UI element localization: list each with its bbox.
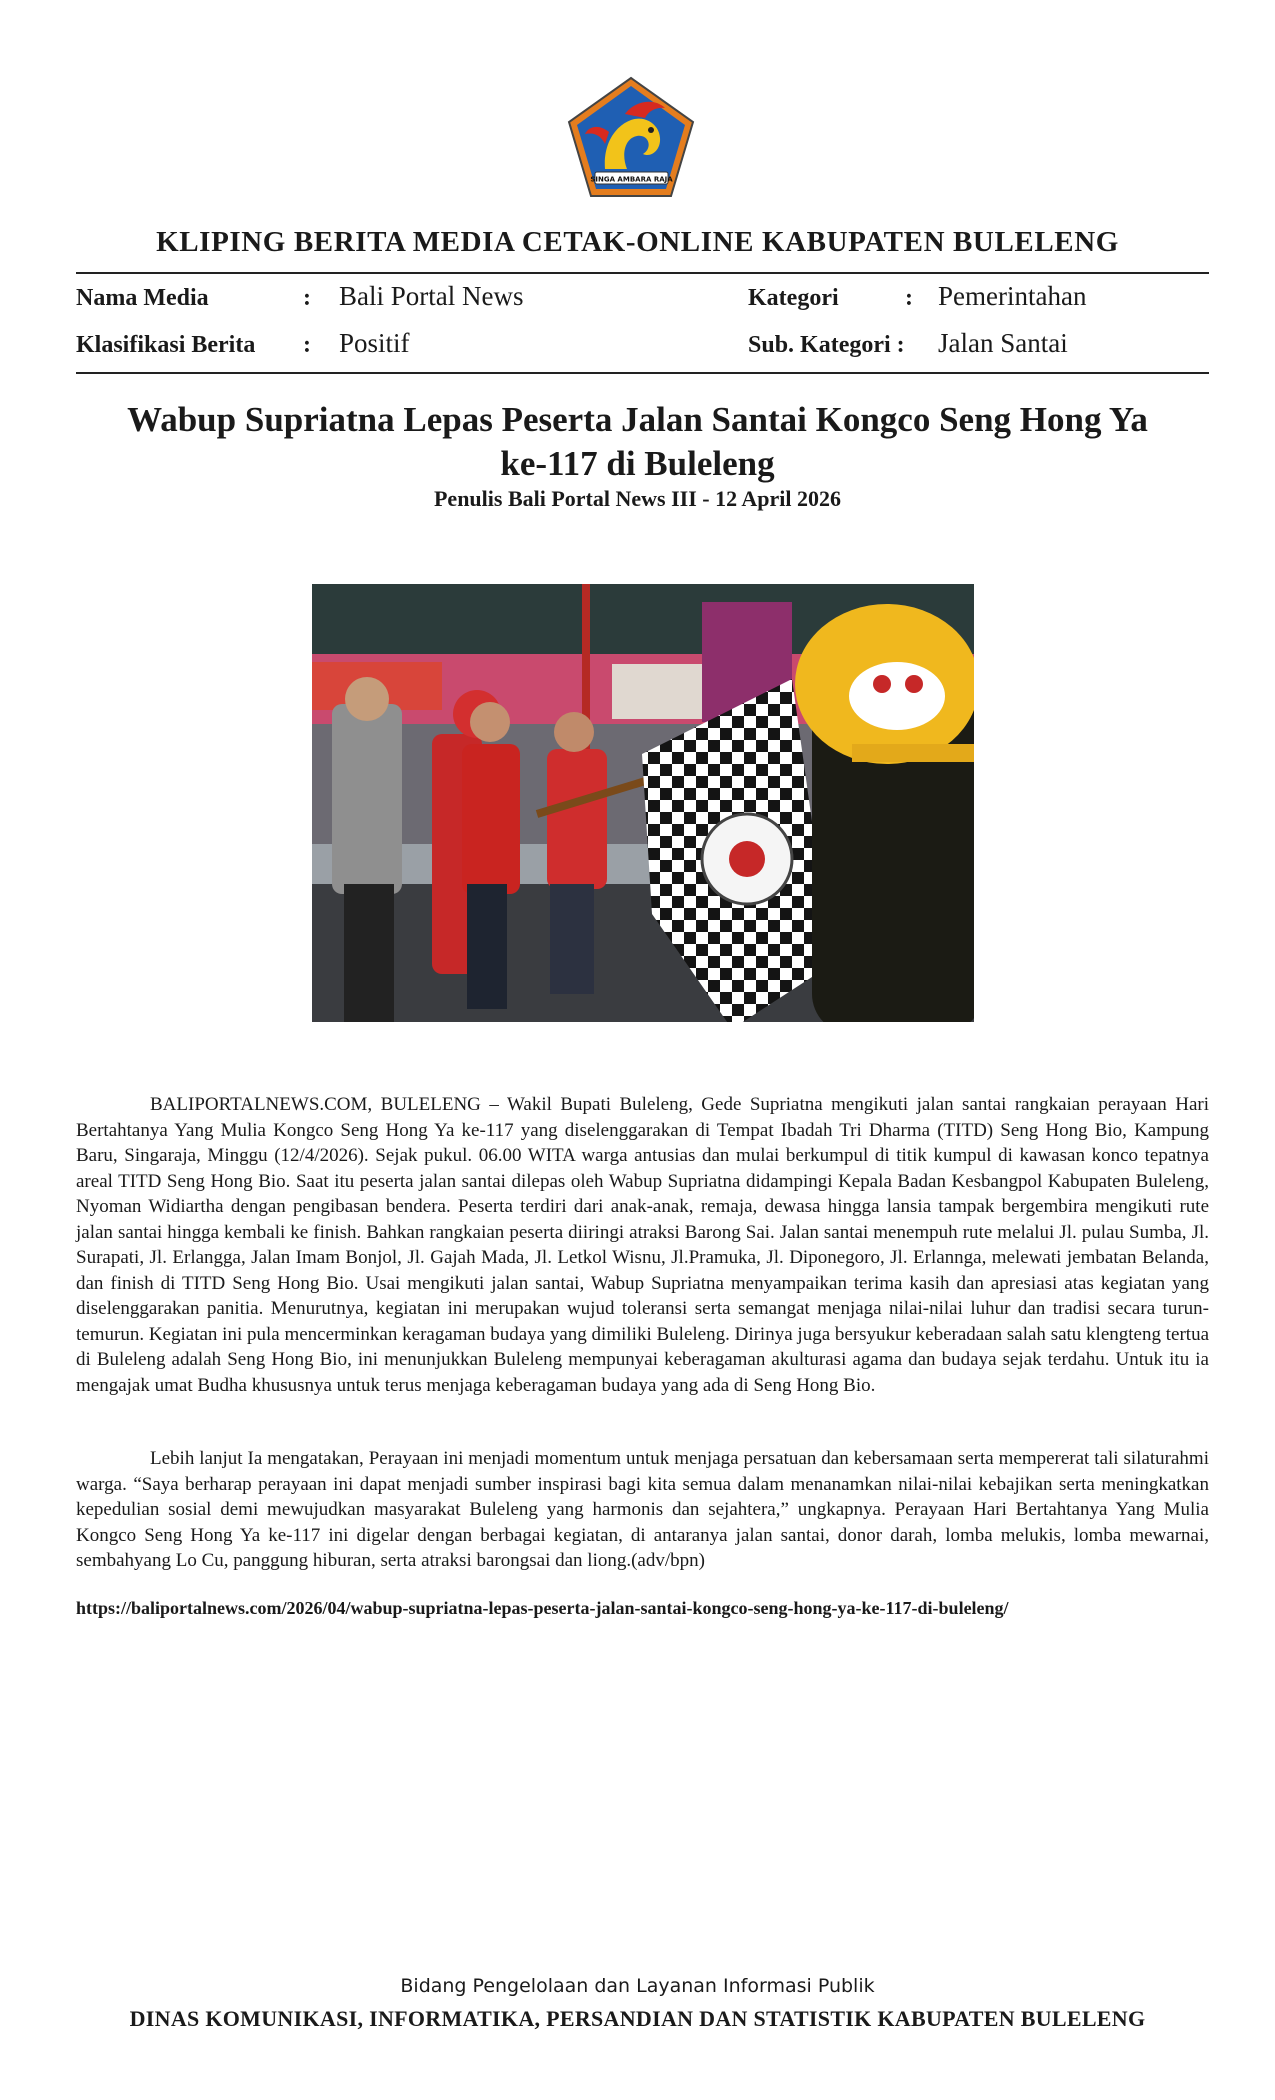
colon: :: [303, 332, 311, 358]
subkategori-value: Jalan Santai: [938, 328, 1068, 358]
article-paragraph: Lebih lanjut Ia mengatakan, Perayaan ini menjadi momentum untuk menjaga persatuan dan kebersamaan serta mempererat tali silaturahmi warga. “Saya berharap perayaan ini dapat menjadi sumber inspirasi bagi kita semua dalam menanamkan nilai-nilai kebajikan serta meningkatkan kepedulian sosial demi mewujudkan masyarakat Buleleng yang harmonis dan sejahtera,” ungkapnya. Perayaan Hari Bertahtanya Yang Mulia Kongco Seng Hong Ya ke-117 ini digelar dengan berbagai kegiatan, di antaranya jalan santai, donor darah, lomba melukis, lomba mewarnai, sembahyang Lo Cu, panggung hiburan, serta atraksi barongsai dan liong.(adv/bpn): [76, 1448, 1209, 1571]
kategori-label: Kategori: [748, 285, 839, 311]
colon: :: [303, 285, 311, 311]
buleleng-regency-logo: [565, 74, 698, 200]
divider: [76, 372, 1209, 374]
masthead-title: KLIPING BERITA MEDIA CETAK-ONLINE KABUPATEN BULELENG: [156, 226, 1119, 258]
article-title: Wabup Supriatna Lepas Peserta Jalan Santai Kongco Seng Hong Ya ke-117 di Buleleng: [127, 400, 1148, 483]
divider: [76, 272, 1209, 274]
footer-department: Bidang Pengelolaan dan Layanan Informasi Publik: [400, 1975, 875, 1997]
subkategori-label: Sub. Kategori :: [748, 332, 905, 358]
colon: :: [905, 285, 913, 311]
media-label: Nama Media: [76, 285, 209, 311]
klasifikasi-value: Positif: [339, 328, 410, 358]
media-value: Bali Portal News: [339, 281, 524, 311]
article-url[interactable]: https://baliportalnews.com/2026/04/wabup-supriatna-lepas-peserta-jalan-santai-kongco-seng-hong-ya-ke-117-di-buleleng/: [76, 1598, 1009, 1618]
footer-agency: DINAS KOMUNIKASI, INFORMATIKA, PERSANDIAN DAN STATISTIK KABUPATEN BULELENG: [129, 2006, 1146, 2031]
kategori-value: Pemerintahan: [938, 281, 1087, 311]
article-photo: [312, 584, 974, 1022]
klasifikasi-label: Klasifikasi Berita: [76, 332, 256, 358]
article-paragraph: BALIPORTALNEWS.COM, BULELENG – Wakil Bupati Buleleng, Gede Supriatna mengikuti jalan santai rangkaian perayaan Hari Bertahtanya Yang Mulia Kongco Seng Hong Ya ke-117 yang diselenggarakan di Tempat Ibadah Tri Dharma (TITD) Seng Hong Bio, Kampung Baru, Singaraja, Minggu (12/4/2026). Sejak pukul. 06.00 WITA warga antusias dan mulai berkumpul di titik kumpul di kawasan konco tepatnya areal TITD Seng Hong Bio. Saat itu peserta jalan santai dilepas oleh Wabup Supriatna didampingi Kepala Badan Kesbangpol Kabupaten Buleleng, Nyoman Widiartha dengan pengibasan bendera. Peserta terdiri dari anak-anak, remaja, dewasa hingga lansia tampak bergembira mengikuti rute jalan santai hingga kembali ke finish. Bahkan rangkaian peserta diiringi atraksi Barong Sai. Jalan santai menempuh rute melalui Jl. pulau Sumba, Jl. Surapati, Jl. Erlangga, Jalan Imam Bonjol, Jl. Gajah Mada, Jl. Letkol Wisnu, Jl.Pramuka, Jl. Diponegoro, Jl. Erlannga, melewati jembatan Belanda, dan finish di TITD Seng Hong Bio. Usai mengikuti jalan santai, Wabup Supriatna menyampaikan terima kasih dan apresiasi atas kegiatan yang diselenggarakan panitia. Menurutnya, kegiatan ini merupakan wujud toleransi serta semangat menjaga nilai-nilai luhur dan tradisi secara turun-temurun. Kegiatan ini pula mencerminkan keragaman budaya yang dimiliki Buleleng. Dirinya juga bersyukur keberadaan salah satu klengteng tertua di Buleleng adalah Seng Hong Bio, ini menunjukkan Buleleng mempunyai keberagaman akulturasi agama dan budaya sejak terdahu. Untuk itu ia mengajak umat Budha khususnya untuk terus menjaga keberagaman budaya yang ada di Seng Hong Bio.: [76, 1094, 1209, 1396]
svg-text:SINGA AMBARA RAJA: SINGA AMBARA RAJA: [590, 175, 673, 184]
article-byline: Penulis Bali Portal News III - 12 April 2026: [433, 486, 841, 511]
